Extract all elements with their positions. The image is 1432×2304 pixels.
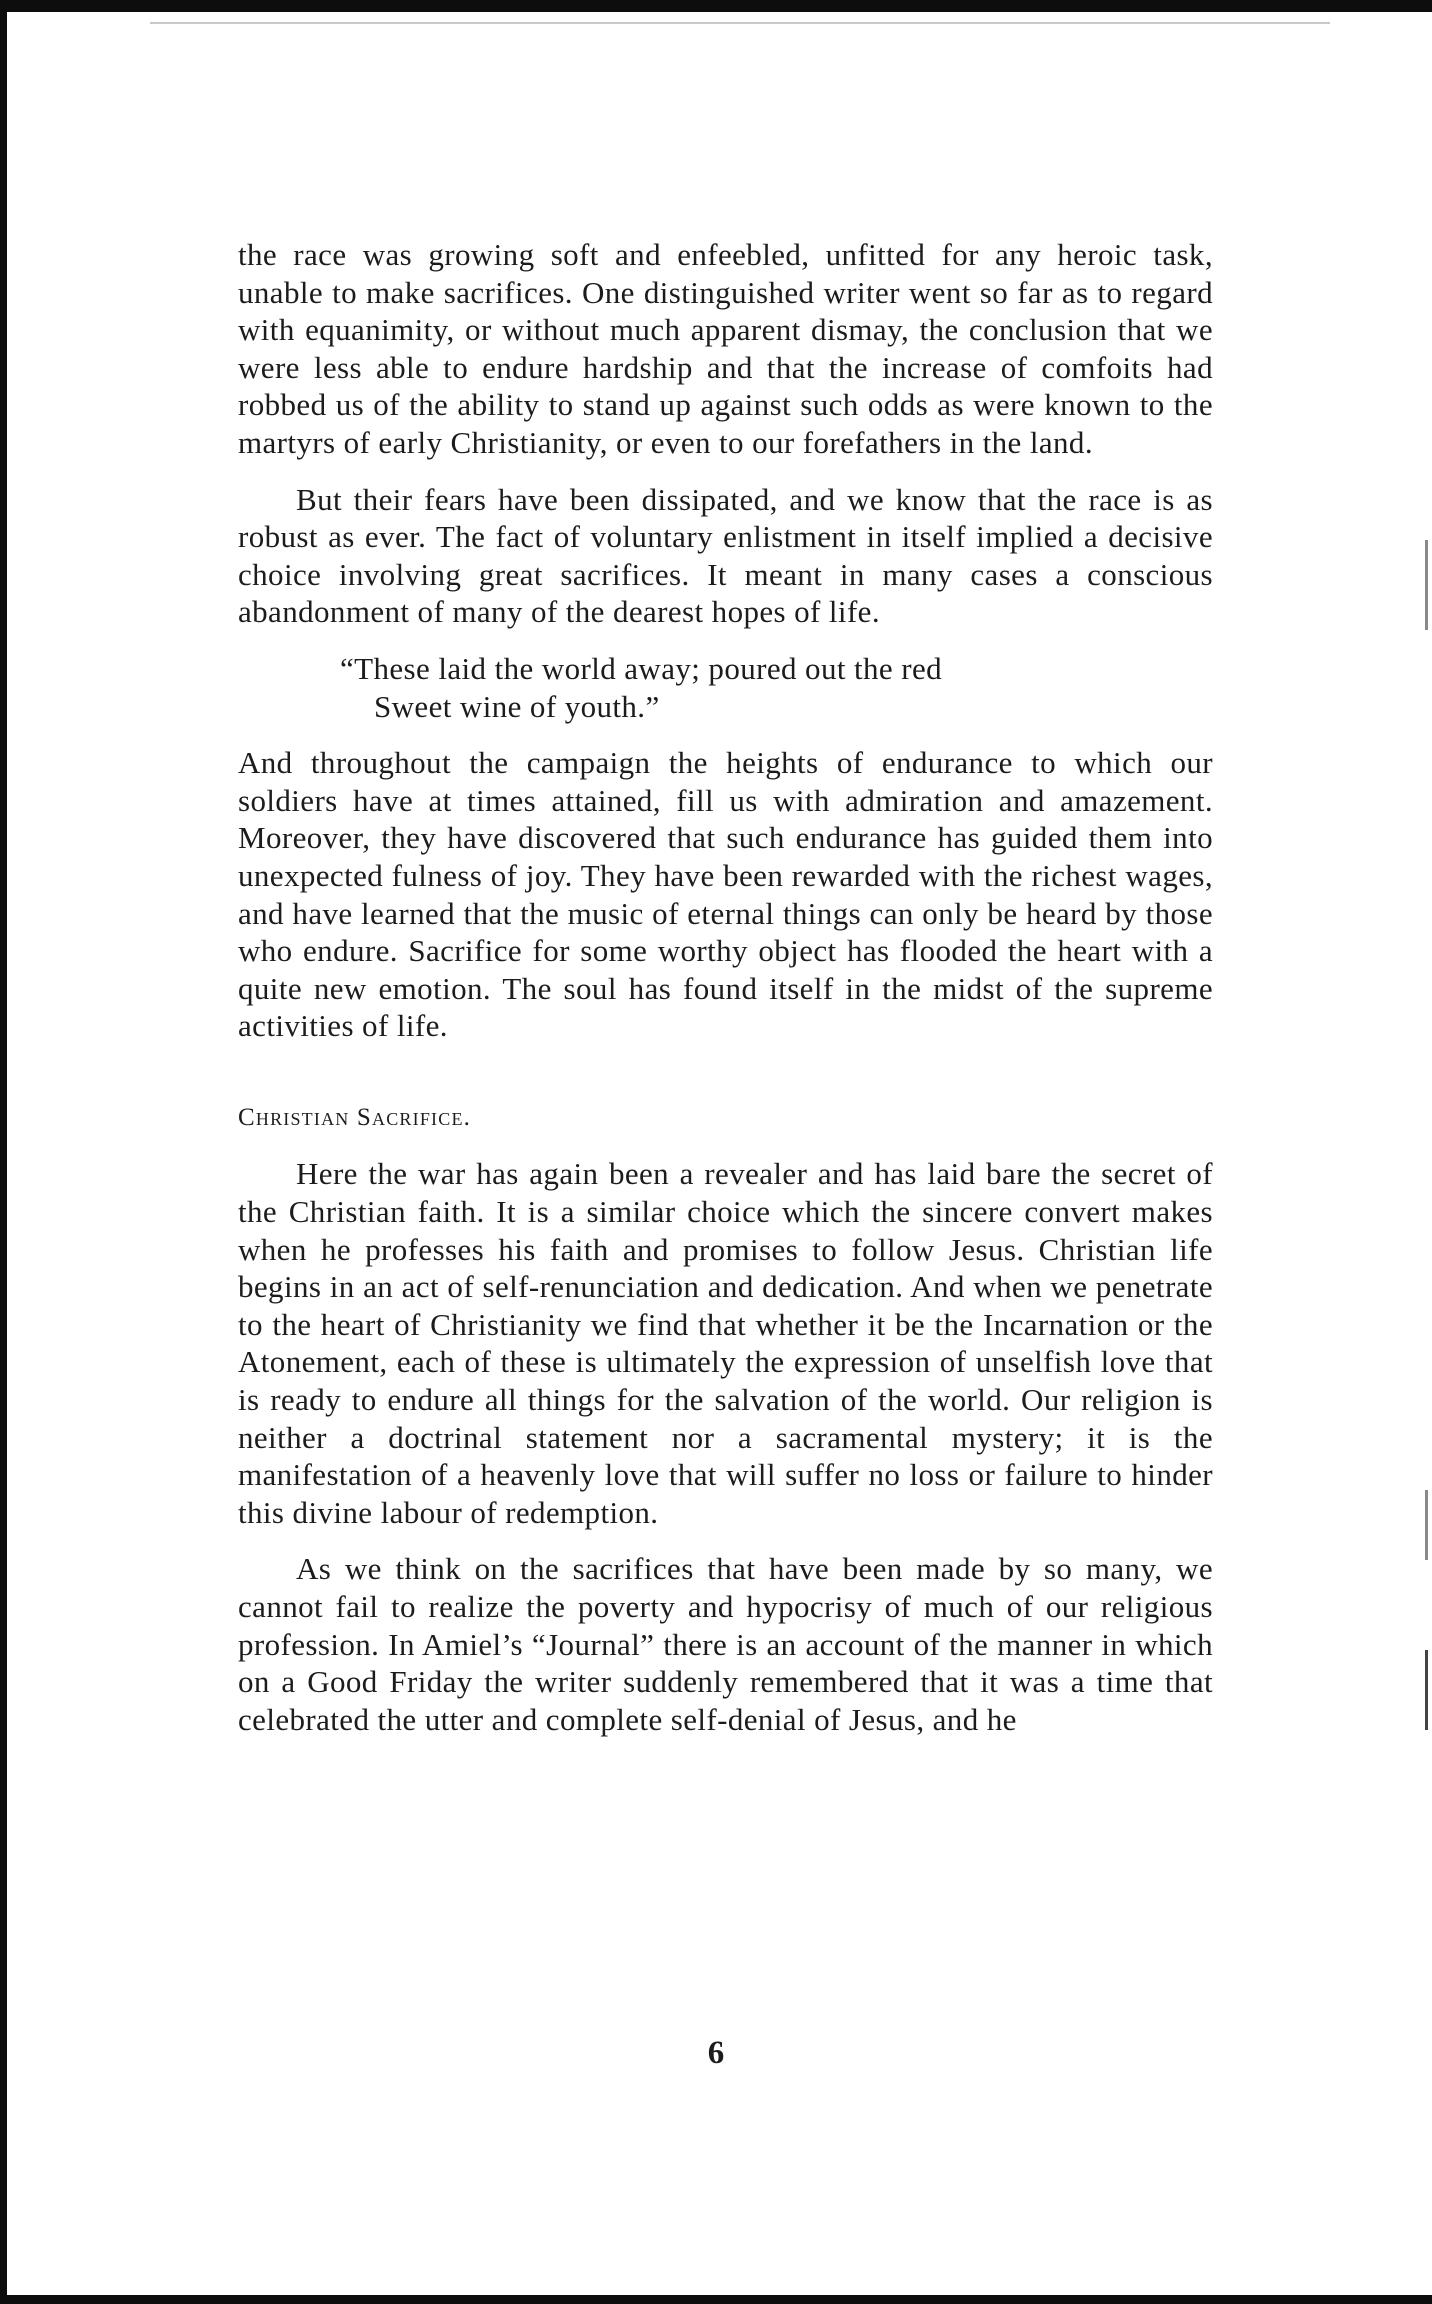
page-body [238, 236, 1213, 1738]
scan-border-top [0, 0, 1432, 12]
edge-mark-middle [1425, 1490, 1428, 1560]
page-top-rule [150, 22, 1330, 24]
section-heading: Christian Sacrifice. [238, 1103, 472, 1131]
paragraph-fears-dissipated: But their fears have been dissipated, and we know that the race is as robust as ever. The fact of voluntary enlistment in itself implied a decisive choice involving great sacrifices. It meant in many cases a conscious abandonment of many of the dearest hopes of life. [238, 481, 1213, 630]
edge-mark-lower [1425, 1650, 1428, 1730]
quote-line-2: Sweet wine of youth.” [374, 688, 660, 724]
paragraph-endurance: And throughout the campaign the heights of endurance to which our soldiers have at times attained, fill us with admiration and amazement. Moreover, they have discovered that such endurance has guided them into unexpected fulness of joy. They have been rewarded with the richest wages, and have learned that the music of eternal things can only be heard by those who endure. Sacrifice for some worthy object has flooded the heart with a quite new emotion. The soul has found itself in the midst of the supreme activities of life. [238, 745, 1213, 1044]
block-quote [340, 650, 1213, 725]
paragraph-sacrifices: As we think on the sacrifices that have been made by so many, we cannot fail to realize the poverty and hypocrisy of much of our religious profession. In Amiel’s “Journal” there is an account of the manner in which on a Good Friday the writer suddenly remembered that it was a time that celebrated the utter and complete self-denial of Jesus, and he [238, 1551, 1213, 1737]
scan-border-left [0, 0, 7, 2304]
paragraph-christian-faith: Here the war has again been a revealer and has laid bare the secret of the Christian faith. It is a similar choice which the sincere convert makes when he professes his faith and promises to follow Jesus. Christian life begins in an act of self-renunciation and dedication. And when we penetrate to the heart of Christianity we find that whether it be the Incarnation or the Atonement, each of these is ultimately the expression of unselfish love that is ready to endure all things for the salvation of the world. Our religion is neither a doctrinal statement nor a sacramental mystery; it is the manifestation of a heavenly love that will suffer no loss or failure to hinder this divine labour of redemption. [238, 1156, 1213, 1530]
quote-line-1: “These laid the world away; poured out the red [340, 650, 943, 686]
edge-mark-upper [1425, 540, 1428, 630]
paragraph-continued: the race was growing soft and enfeebled, unfitted for any heroic task, unable to make sacrifices. One distinguished writer went so far as to regard with equanimity, or without much apparent dismay, the conclusion that we were less able to endure hardship and that the increase of comfoits had robbed us of the ability to stand up against such odds as were known to the martyrs of early Christianity, or even to our forefathers in the land. [238, 237, 1213, 460]
scan-border-bottom [0, 2295, 1432, 2304]
page-number: 6 [707, 2035, 725, 2071]
